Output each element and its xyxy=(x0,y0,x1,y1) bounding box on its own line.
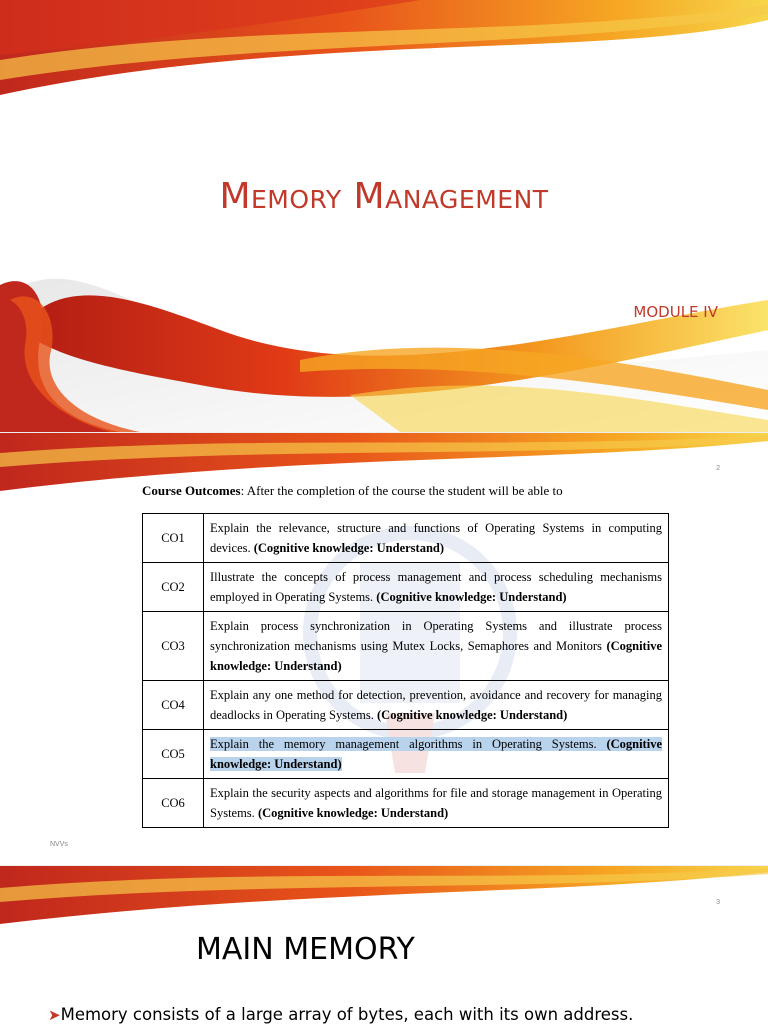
course-outcome-row xyxy=(143,612,669,681)
course-outcome-description xyxy=(204,681,669,730)
course-outcome-description xyxy=(204,563,669,612)
course-outcome-description xyxy=(204,514,669,563)
course-outcome-text: Explain the security aspects and algorithms for file and storage management in Operating Systems. xyxy=(210,786,662,820)
course-outcomes-intro-text: : After the completion of the course the student will be able to xyxy=(240,483,563,498)
course-outcome-code: CO6 xyxy=(143,779,204,828)
slide-main-memory xyxy=(0,865,768,1025)
page-number: 3 xyxy=(716,899,720,906)
cognitive-level: (Cognitive knowledge: Understand) xyxy=(376,590,567,604)
bullet-text: Memory consists of a large array of bytes, each with its own address. xyxy=(60,1005,634,1024)
slide-title xyxy=(0,0,768,432)
cognitive-level: (Cognitive knowledge: Understand) xyxy=(377,708,568,722)
footer-text: NVVs xyxy=(50,841,68,848)
course-outcome-text: Explain process synchronization in Operating Systems and illustrate process synchronization mechanisms using Mutex Locks, Semaphores and Monitors xyxy=(210,619,662,653)
cognitive-level: (Cognitive knowledge: Understand) xyxy=(253,541,445,555)
course-outcome-code: CO4 xyxy=(143,681,204,730)
course-outcome-description xyxy=(204,779,669,828)
module-label: MODULE IV xyxy=(633,303,718,321)
arrow-bullet-icon: ➤ xyxy=(48,1006,61,1024)
course-outcome-description xyxy=(204,730,669,779)
course-outcome-row xyxy=(143,563,669,612)
course-outcomes-table xyxy=(142,513,669,828)
course-outcome-text: Explain any one method for detection, prevention, avoidance and recovery for managing deadlocks in Operating Systems. xyxy=(210,688,662,722)
cognitive-level: (Cognitive knowledge: Understand) xyxy=(210,737,662,771)
course-outcome-description xyxy=(204,612,669,681)
course-outcome-row xyxy=(143,730,669,779)
course-outcomes-heading: Course Outcomes xyxy=(142,483,241,498)
course-outcome-code: CO2 xyxy=(143,563,204,612)
bullet-item xyxy=(48,1005,633,1024)
course-outcome-row xyxy=(143,681,669,730)
cognitive-level: (Cognitive knowledge: Understand) xyxy=(210,639,662,673)
cognitive-level: (Cognitive knowledge: Understand) xyxy=(257,806,449,820)
course-outcome-row xyxy=(143,779,669,828)
course-outcome-text: Illustrate the concepts of process management and process scheduling mechanisms employed in Operating Systems. xyxy=(210,570,662,604)
course-outcome-code: CO1 xyxy=(143,514,204,563)
page-number: 2 xyxy=(716,465,720,472)
main-memory-title: MAIN MEMORY xyxy=(196,932,415,967)
course-outcome-code: CO3 xyxy=(143,612,204,681)
course-outcome-row xyxy=(143,514,669,563)
slide-course-outcomes xyxy=(0,432,768,866)
slide-title-text: Memory Management xyxy=(219,176,549,217)
course-outcome-code: CO5 xyxy=(143,730,204,779)
course-outcome-text: Explain the memory management algorithms in Operating Systems. xyxy=(210,737,607,751)
course-outcomes-intro xyxy=(142,483,563,499)
course-outcome-text: Explain the relevance, structure and functions of Operating Systems in computing devices. xyxy=(210,521,662,555)
